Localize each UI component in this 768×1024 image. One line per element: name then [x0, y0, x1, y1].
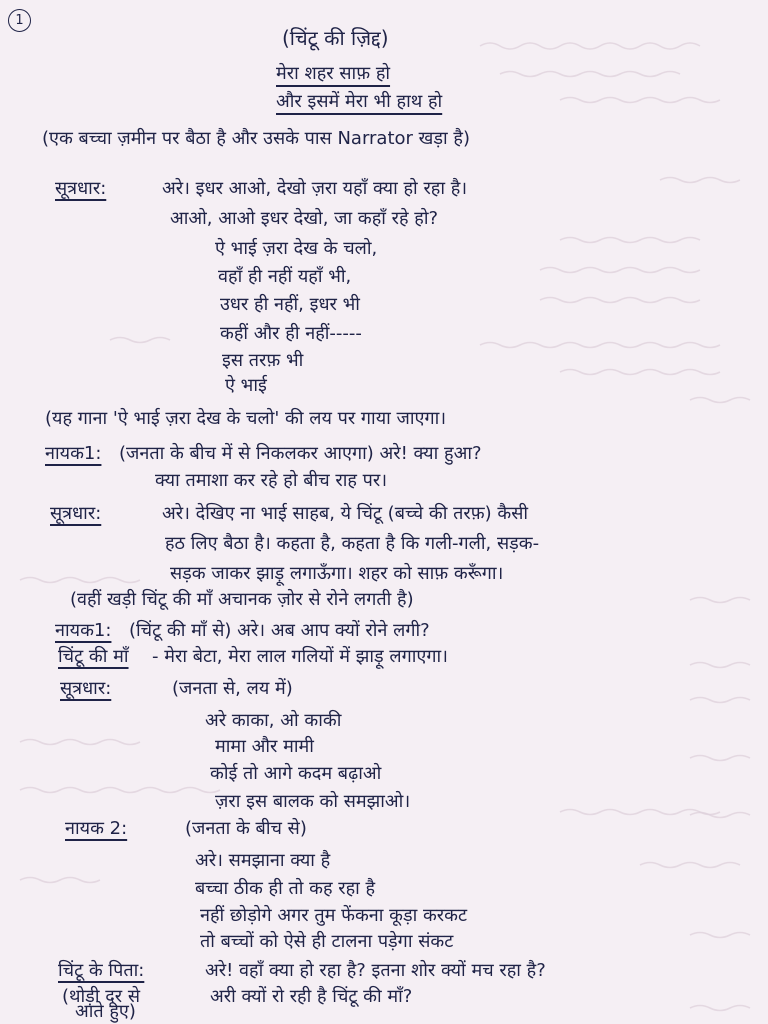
speaker-label: चिंटू की माँ: [58, 646, 129, 667]
speaker-label: सूत्रधार:: [60, 678, 112, 699]
song-line: अरे। समझाना क्या है: [195, 850, 331, 871]
speaker-label: सूत्रधार:: [50, 503, 102, 524]
dialogue-line: आओ, आओ इधर देखो, जा कहाँ रहे हो?: [170, 208, 439, 229]
stage-direction: (यह गाना 'ऐ भाई ज़रा देख के चलो' की लय पर गाया जाएगा।: [45, 408, 447, 429]
dialogue-row: [60, 677, 293, 701]
speaker-label: सूत्रधार:: [55, 178, 107, 199]
dialogue-row: [65, 817, 307, 841]
stage-direction: (एक बच्चा ज़मीन पर बैठा है और उसके पास Narrator खड़ा है): [42, 128, 470, 149]
song-line: नहीं छोड़ोगे अगर तुम फेंकना कूड़ा करकट: [200, 905, 468, 926]
song-line: वहाँ ही नहीं यहाँ भी,: [218, 266, 352, 287]
dialogue-row: [55, 619, 430, 643]
slogan-line: और इसमें मेरा भी हाथ हो: [276, 91, 443, 112]
dialogue-line: (जनता के बीच में से निकलकर आएगा) अरे! क्या हुआ?: [119, 443, 482, 464]
speaker-label: नायक 2:: [65, 818, 128, 839]
dialogue-line: अरी क्यों रो रही है चिंटू की माँ?: [210, 986, 413, 1007]
dialogue-line: सड़क जाकर झाड़ू लगाऊँगा। शहर को साफ़ करूँगा।: [170, 563, 504, 584]
stage-direction: (जनता के बीच से): [185, 818, 307, 839]
dialogue-row: [45, 442, 482, 466]
song-line: मामा और मामी: [215, 736, 314, 757]
song-line: कहीं और ही नहीं-----: [220, 323, 362, 344]
dialogue-line: अरे। इधर आओ, देखो ज़रा यहाँ क्या हो रहा है।: [162, 178, 468, 199]
dialogue-line: क्या तमाशा कर रहे हो बीच राह पर।: [155, 470, 388, 491]
stage-direction: (जनता से, लय में): [172, 678, 293, 699]
song-line: ऐ भाई ज़रा देख के चलो,: [215, 238, 378, 259]
play-title: (चिंटू की ज़िद्द): [282, 26, 389, 50]
song-line: तो बच्चों को ऐसे ही टालना पड़ेगा संकट: [200, 931, 454, 952]
dialogue-line: अरे! वहाँ क्या हो रहा है? इतना शोर क्यों मच रहा है?: [205, 960, 546, 981]
speaker-label: चिंटू के पिता:: [58, 960, 145, 981]
dialogue-line: हठ लिए बैठा है। कहता है, कहता है कि गली-गली, सड़क-: [165, 533, 540, 554]
page-number-badge: 1: [8, 9, 31, 32]
speaker-label: नायक1:: [55, 620, 112, 641]
stage-direction: (वहीं खड़ी चिंटू की माँ अचानक ज़ोर से रोने लगती है): [70, 589, 414, 610]
speaker-note: (थोड़ी दूर से: [62, 986, 141, 1007]
dialogue-line: अरे। देखिए ना भाई साहब, ये चिंटू (बच्चे की तरफ़) कैसी: [162, 503, 529, 524]
dialogue-row: [55, 177, 467, 201]
dialogue-line: (चिंटू की माँ से) अरे। अब आप क्यों रोने लगी?: [129, 620, 430, 641]
speaker-note: आते हुए): [75, 1001, 136, 1022]
song-line: ऐ भाई: [225, 375, 267, 396]
speaker-label: नायक1:: [45, 443, 102, 464]
song-line: उधर ही नहीं, इधर भी: [220, 294, 360, 315]
dialogue-row: [50, 502, 528, 526]
dialogue-row: [58, 959, 546, 983]
dialogue-row: [58, 645, 448, 669]
song-line: ज़रा इस बालक को समझाओ।: [215, 791, 411, 812]
song-line: बच्चा ठीक ही तो कह रहा है: [195, 878, 376, 899]
song-line: इस तरफ़ भी: [222, 350, 304, 371]
song-line: अरे काका, ओ काकी: [205, 710, 342, 731]
dialogue-line: - मेरा बेटा, मेरा लाल गलियों में झाड़ू लगाएगा।: [152, 646, 448, 667]
song-line: कोई तो आगे कदम बढ़ाओ: [210, 763, 382, 784]
slogan-line: मेरा शहर साफ़ हो: [276, 63, 391, 84]
